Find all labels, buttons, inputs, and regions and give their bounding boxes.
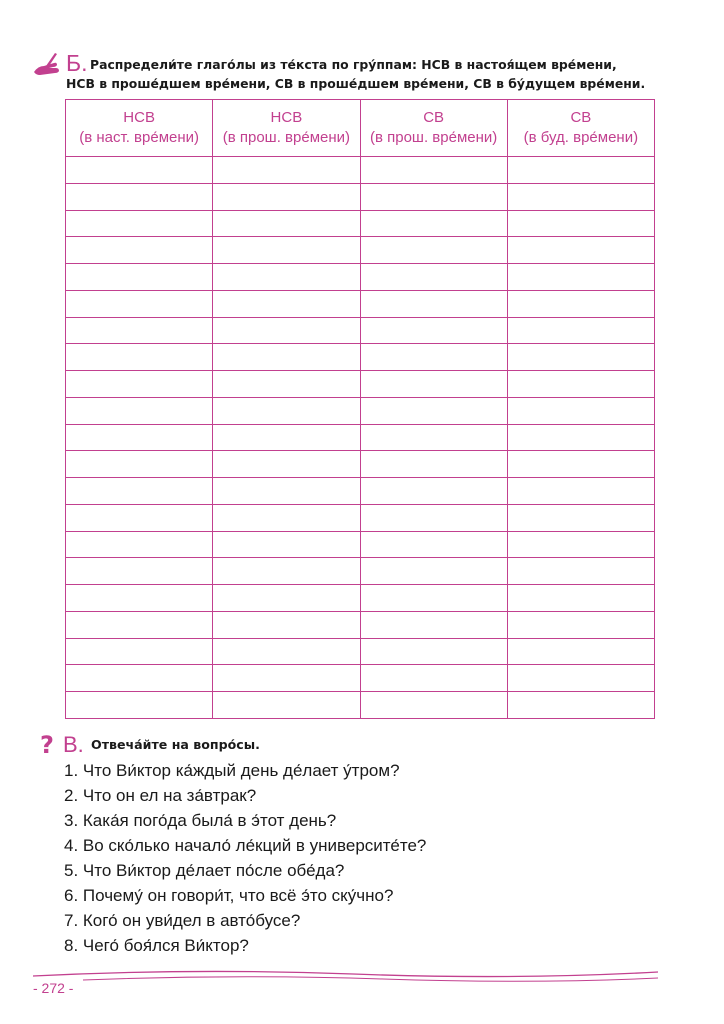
table-cell[interactable] [213,665,360,692]
table-cell[interactable] [360,157,507,184]
table-cell[interactable] [507,504,654,531]
section-b-letter: Б. [66,50,88,76]
table-cell[interactable] [507,424,654,451]
table-cell[interactable] [213,504,360,531]
table-cell[interactable] [213,611,360,638]
table-cell[interactable] [360,264,507,291]
table-row [66,692,655,719]
table-cell[interactable] [360,317,507,344]
writing-hand-icon [32,52,62,78]
table-cell[interactable] [66,638,213,665]
table-cell[interactable] [213,397,360,424]
table-row [66,344,655,371]
table-body [66,157,655,719]
table-cell[interactable] [507,317,654,344]
table-cell[interactable] [360,638,507,665]
table-cell[interactable] [213,478,360,505]
question-item: 3. Кака́я пого́да была́ в э́тот день? [64,811,337,830]
table-cell[interactable] [360,183,507,210]
page-number: - 272 - [33,980,74,996]
header-nsv-past: НСВ (в прош. вре́мени) [213,100,360,157]
table-row [66,638,655,665]
section-v-letter: В. [63,732,84,757]
table-header-row [66,100,655,157]
table-cell[interactable] [213,210,360,237]
table-cell[interactable] [66,504,213,531]
table-cell[interactable] [507,210,654,237]
table-row [66,210,655,237]
table-row [66,157,655,184]
question-item: 1. Что Ви́ктор ка́ждый день де́лает у́тром? [64,761,400,780]
table-cell[interactable] [360,397,507,424]
instruction-line-1: Распредели́те глаго́лы из те́кста по гру́ппам: НСВ в настоя́щем вре́мени, [90,57,617,72]
table-cell[interactable] [213,290,360,317]
table-cell[interactable] [66,371,213,398]
question-item: 5. Что Ви́ктор де́лает по́сле обе́да? [64,861,345,880]
table-cell[interactable] [507,478,654,505]
table-cell[interactable] [213,264,360,291]
table-row [66,665,655,692]
table-cell[interactable] [507,585,654,612]
table-cell[interactable] [360,665,507,692]
table-cell[interactable] [507,237,654,264]
table-cell[interactable] [66,344,213,371]
table-cell[interactable] [507,638,654,665]
table-cell[interactable] [507,558,654,585]
table-cell[interactable] [360,585,507,612]
table-cell[interactable] [360,451,507,478]
table-cell[interactable] [360,478,507,505]
question-mark-icon: ? [40,731,54,759]
header-sv-past: СВ (в прош. вре́мени) [360,100,507,157]
table-cell[interactable] [66,665,213,692]
table-cell[interactable] [66,451,213,478]
table-cell[interactable] [507,397,654,424]
table-cell[interactable] [213,585,360,612]
header-sv-future: СВ (в буд. вре́мени) [507,100,654,157]
section-v-instruction: Отвеча́йте на вопро́сы. [91,737,260,752]
table-row [66,290,655,317]
table-row [66,558,655,585]
table-row [66,183,655,210]
section-b-instruction [66,55,650,93]
table-row [66,611,655,638]
table-cell[interactable] [507,451,654,478]
table-cell[interactable] [507,264,654,291]
table-cell[interactable] [66,317,213,344]
question-item: 6. Почему́ он говори́т, что всё э́то ску́чно? [64,886,394,905]
table-cell[interactable] [507,692,654,719]
header-nsv-present: НСВ (в наст. вре́мени) [66,100,213,157]
table-cell[interactable] [213,451,360,478]
table-cell[interactable] [213,183,360,210]
table-cell[interactable] [66,157,213,184]
verb-table [65,99,655,719]
table-cell[interactable] [360,424,507,451]
table-row [66,424,655,451]
table-cell[interactable] [66,397,213,424]
table-cell[interactable] [360,531,507,558]
instruction-line-2: НСВ в проше́дшем вре́мени, СВ в проше́дшем вре́мени, СВ в бу́дущем вре́мени. [66,76,646,91]
table-row [66,317,655,344]
table-cell[interactable] [213,558,360,585]
table-cell[interactable] [213,344,360,371]
table-cell[interactable] [507,290,654,317]
table-cell[interactable] [213,237,360,264]
table-cell[interactable] [360,558,507,585]
question-item: 7. Кого́ он уви́дел в авто́бусе? [64,911,301,930]
table-row [66,478,655,505]
table-cell[interactable] [213,317,360,344]
table-cell[interactable] [360,237,507,264]
table-row [66,504,655,531]
table-cell[interactable] [507,611,654,638]
table-cell[interactable] [360,290,507,317]
table-cell[interactable] [66,237,213,264]
table-cell[interactable] [360,344,507,371]
table-cell[interactable] [360,611,507,638]
table-cell[interactable] [66,264,213,291]
table-cell[interactable] [360,371,507,398]
table-cell[interactable] [66,478,213,505]
table-cell[interactable] [66,210,213,237]
table-cell[interactable] [213,638,360,665]
table-cell[interactable] [507,344,654,371]
table-row [66,264,655,291]
footer-wave-divider [33,966,658,990]
table-cell[interactable] [66,290,213,317]
table-cell[interactable] [213,692,360,719]
table-cell[interactable] [66,585,213,612]
table-cell[interactable] [66,692,213,719]
question-list [64,758,426,958]
table-cell[interactable] [66,611,213,638]
table-cell[interactable] [66,558,213,585]
table-cell[interactable] [507,157,654,184]
table-cell[interactable] [213,424,360,451]
table-cell[interactable] [360,210,507,237]
table-row [66,237,655,264]
table-cell[interactable] [360,504,507,531]
table-cell[interactable] [507,371,654,398]
table-cell[interactable] [213,371,360,398]
table-cell[interactable] [507,665,654,692]
table-cell[interactable] [213,531,360,558]
table-cell[interactable] [66,183,213,210]
table-row [66,371,655,398]
table-cell[interactable] [66,531,213,558]
table-row [66,397,655,424]
table-cell[interactable] [360,692,507,719]
question-item: 2. Что он ел на за́втрак? [64,786,257,805]
table-cell[interactable] [507,183,654,210]
table-row [66,585,655,612]
table-row [66,531,655,558]
question-item: 8. Чего́ боя́лся Ви́ктор? [64,936,249,955]
question-item: 4. Во ско́лько начало́ ле́кций в университе́те? [64,836,427,855]
table-cell[interactable] [66,424,213,451]
table-row [66,451,655,478]
table-cell[interactable] [507,531,654,558]
table-cell[interactable] [213,157,360,184]
